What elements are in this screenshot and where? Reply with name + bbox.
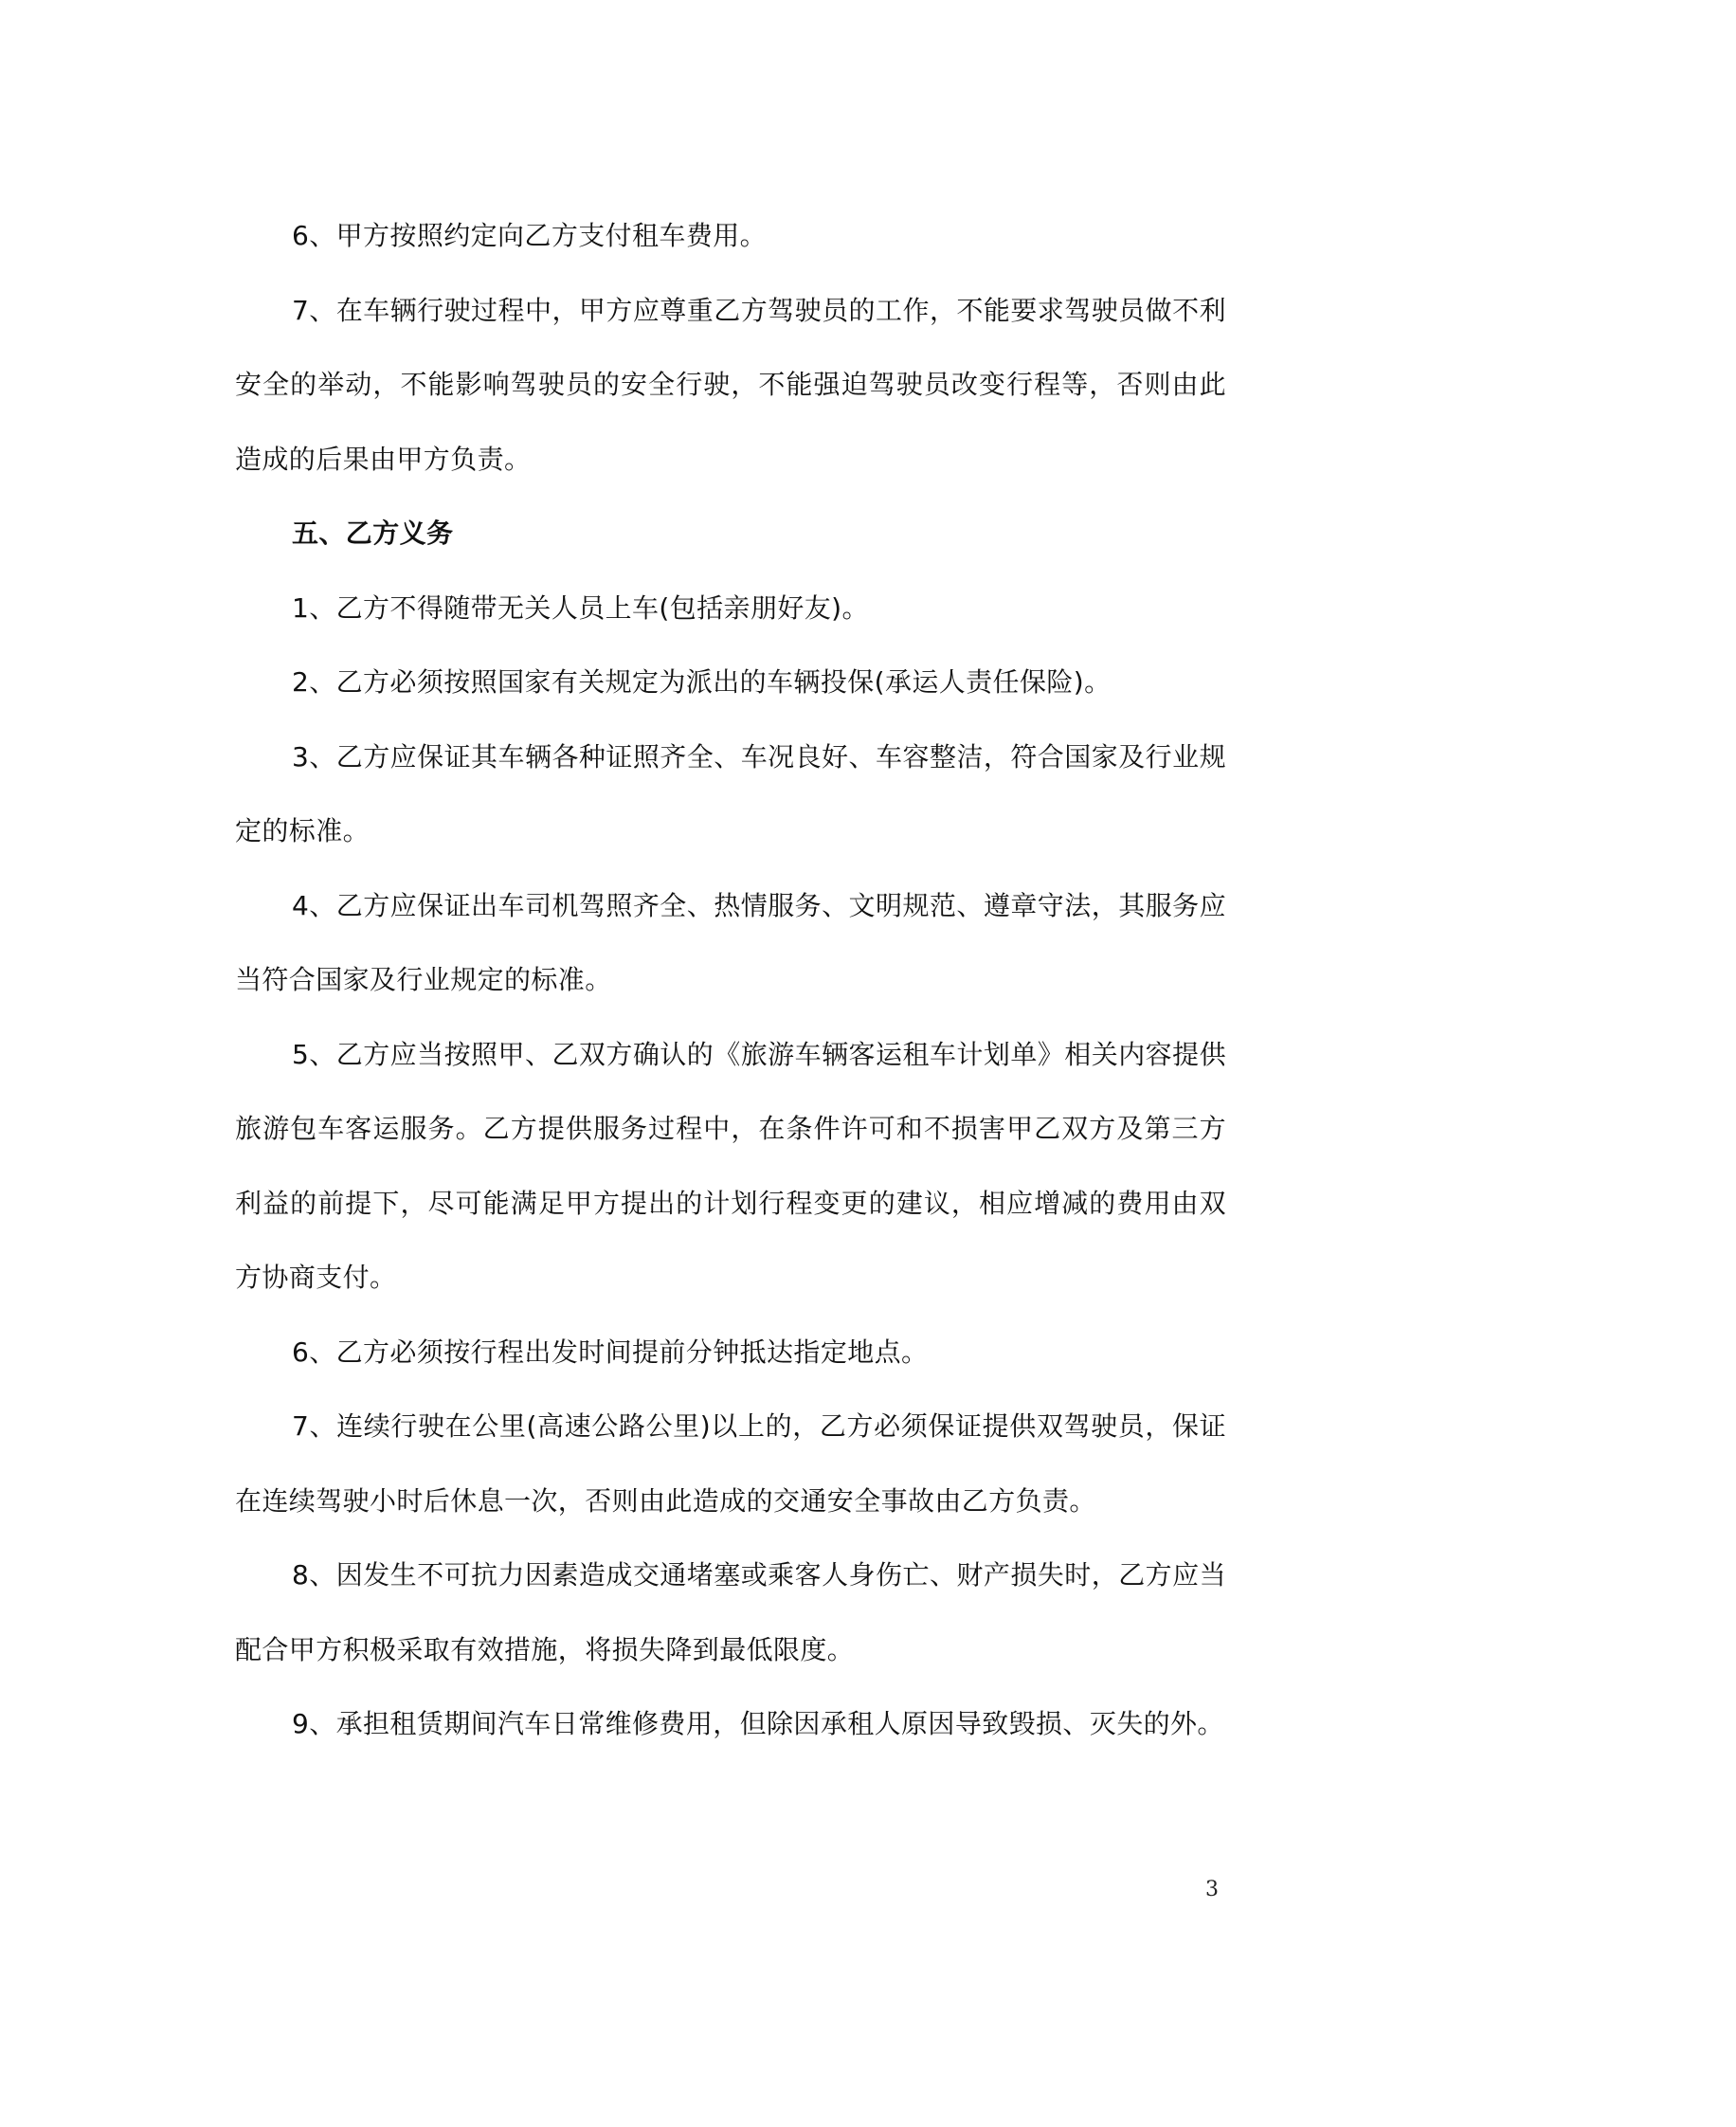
paragraph-b6: 6、乙方必须按行程出发时间提前分钟抵达指定地点。	[292, 1336, 929, 1368]
document-body	[235, 199, 1226, 1762]
paragraph-b9: 9、承担租赁期间汽车日常维修费用，但除因承租人原因导致毁损、灭失的外。	[292, 1708, 1224, 1739]
paragraph-b2: 2、乙方必须按照国家有关规定为派出的车辆投保(承运人责任保险)。	[292, 666, 1112, 698]
page-number: 3	[1205, 1878, 1219, 1901]
paragraph-b3: 3、乙方应保证其车辆各种证照齐全、车况良好、车容整洁，符合国家及行业规定的标准。	[235, 740, 1226, 846]
paragraph-a6: 6、甲方按照约定向乙方支付租车费用。	[292, 220, 768, 251]
paragraph-a7: 7、在车辆行驶过程中，甲方应尊重乙方驾驶员的工作，不能要求驾驶员做不利安全的举动，不能影响驾驶员的安全行驶，不能强迫驾驶员改变行程等，否则由此造成的后果由甲方负责。	[235, 294, 1226, 475]
paragraph-b8: 8、因发生不可抗力因素造成交通堵塞或乘客人身伤亡、财产损失时，乙方应当配合甲方积极采取有效措施，将损失降到最低限度。	[235, 1559, 1226, 1665]
paragraph-b4: 4、乙方应保证出车司机驾照齐全、热情服务、文明规范、遵章守法，其服务应当符合国家及行业规定的标准。	[235, 889, 1226, 995]
paragraph-b5: 5、乙方应当按照甲、乙双方确认的《旅游车辆客运租车计划单》相关内容提供旅游包车客运服务。乙方提供服务过程中，在条件许可和不损害甲乙双方及第三方利益的前提下，尽可能满足甲方提出的计划行程变更的建议，相应增减的费用由双方协商支付。	[235, 1038, 1226, 1293]
paragraph-b7: 7、连续行驶在公里(高速公路公里)以上的，乙方必须保证提供双驾驶员，保证在连续驾驶小时后休息一次，否则由此造成的交通安全事故由乙方负责。	[235, 1410, 1226, 1517]
section-heading: 五、乙方义务	[292, 518, 454, 549]
paragraph-b1: 1、乙方不得随带无关人员上车(包括亲朋好友)。	[292, 591, 869, 624]
